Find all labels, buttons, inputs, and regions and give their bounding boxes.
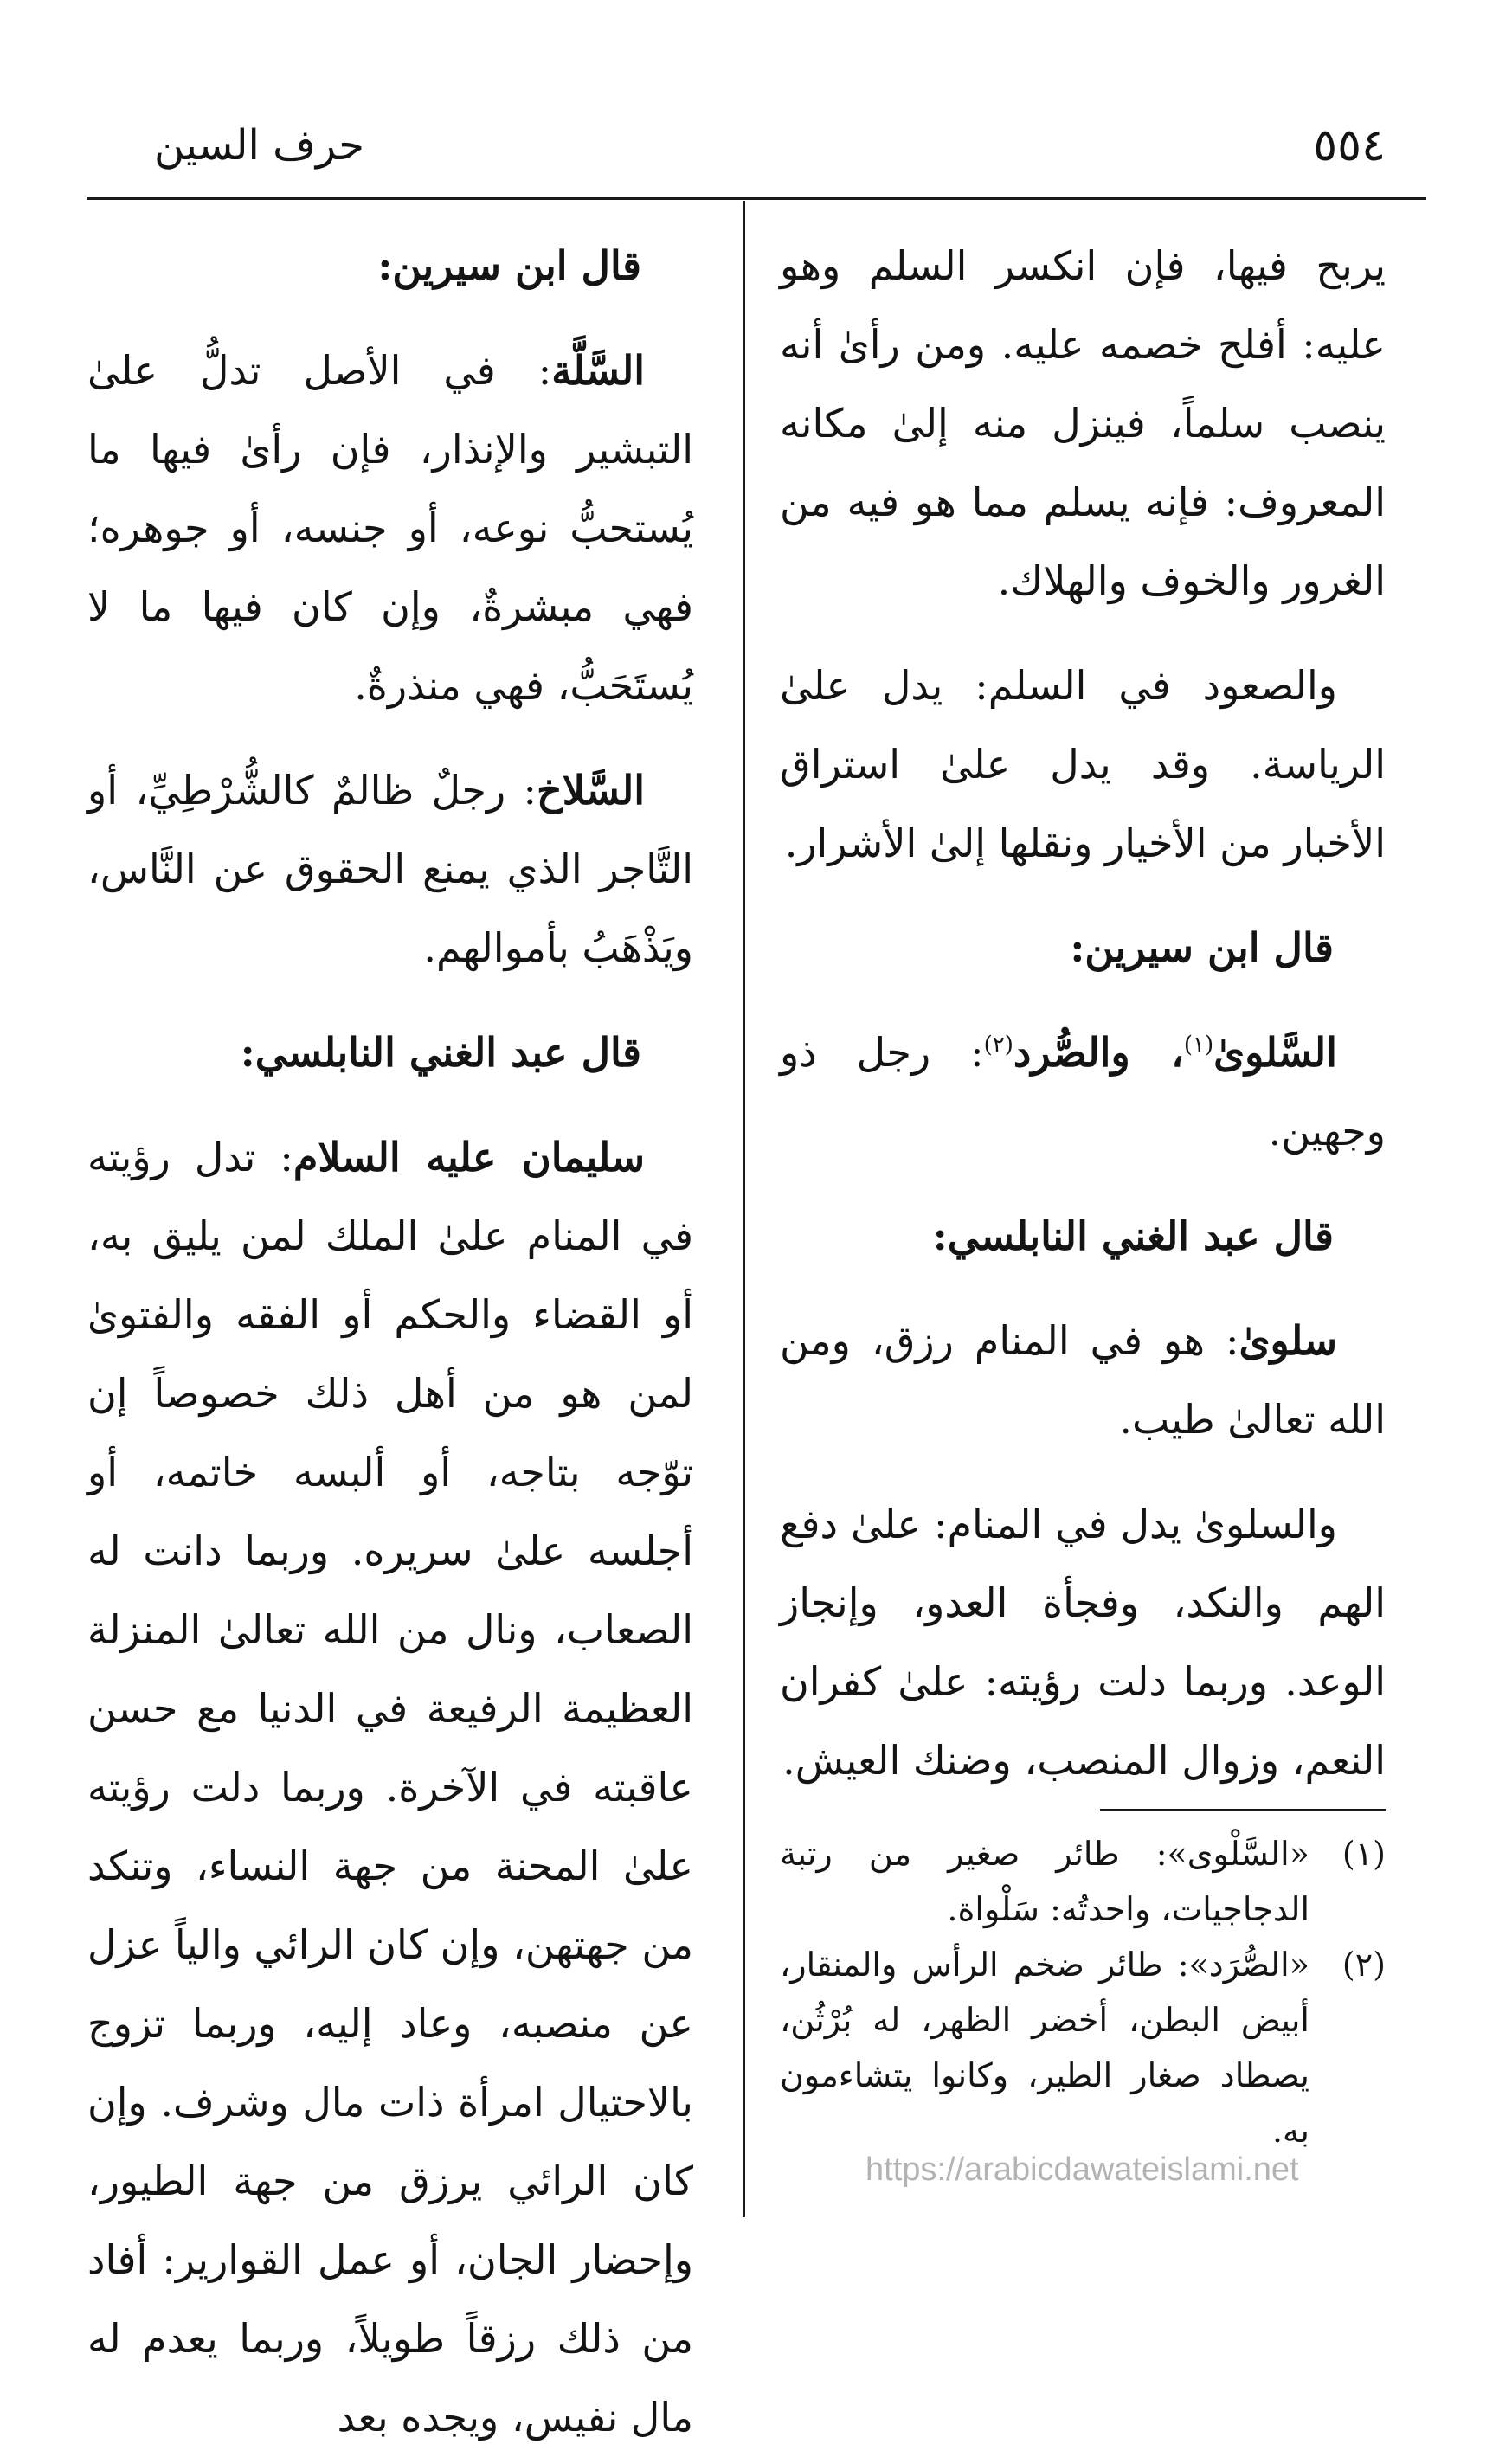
chapter-title: حرف السين bbox=[154, 121, 364, 170]
footnote bbox=[780, 1826, 1386, 1937]
entry-term: سلوىٰ bbox=[1239, 1317, 1337, 1364]
section-heading: قال ابن سيرين: bbox=[1070, 924, 1334, 971]
entry-text: : رجلٌ ظالمٌ كالشُّرْطِيِّ، أو التَّاجر الذي يمنع الحقوق عن النَّاس، ويَذْهَبُ بأموالهم. bbox=[87, 767, 693, 971]
footnote-rule bbox=[1100, 1809, 1386, 1811]
entry-paragraph bbox=[780, 1302, 1386, 1459]
footnote-mark: (١) bbox=[1341, 1835, 1386, 1873]
entry-paragraph bbox=[87, 1118, 693, 2457]
footnote bbox=[780, 1937, 1386, 2158]
entry-text: : تدل رؤيته في المنام علىٰ الملك لمن يليق به، أو القضاء والحكم أو الفقه والفتوىٰ لمن هو من أهل ذلك خصوصاً إن توّجه بتاجه، أو ألبسه خاتمه، أو أجلسه علىٰ سريره. وربما دانت له الصعاب، ونال من الله تعالىٰ المنزلة العظيمة الرفيعة في الدنيا مع حسن عاقبته في الآخرة. وربما دلت رؤيته علىٰ المحنة من جهة النساء، وتنكد من جهتهن، وإن كان الرائي والياً عزل عن منصبه، وعاد إليه، وربما تزوج بالاحتيال امرأة ذات مال وشرف. وإن كان الرائي يرزق من جهة الطيور، وإحضار الجان، أو عمل القوارير: أفاد من ذلك رزقاً طويلاً، وربما يعدم له مال نفيس، ويجده بعد bbox=[87, 1134, 693, 2441]
left-column bbox=[87, 227, 693, 2457]
entry-text: : في الأصل تدلُّ علىٰ التبشير والإنذار، فإن رأىٰ فيها ما يُستحبُّ نوعه، أو جنسه، أو جوهره؛ فهي مبشرةٌ، وإن كان فيها ما لا يُستَحَبُّ، فهي منذرةٌ. bbox=[87, 347, 693, 709]
entry-paragraph bbox=[780, 1013, 1386, 1171]
entry-paragraph bbox=[87, 751, 693, 987]
entry-term: سليمان عليه السلام bbox=[293, 1134, 645, 1180]
footnote-mark: (٢) bbox=[1341, 1946, 1386, 1984]
footnote-text: «الصُّرَد»: طائر ضخم الرأس والمنقار، أبيض البطن، أخضر الظهر، له بُرْثُن، يصطاد صغار الطير، وكانوا يتشاءمون به. bbox=[780, 1946, 1309, 2150]
section-heading: قال ابن سيرين: bbox=[377, 242, 641, 289]
footnotes bbox=[780, 1826, 1386, 2158]
watermark-url: https://arabicdawateislami.net bbox=[865, 2151, 1299, 2188]
header-rule bbox=[87, 197, 1426, 200]
entry-paragraph bbox=[87, 331, 693, 725]
entry-term-separator: ، bbox=[1129, 1029, 1184, 1076]
entry-term: السَّلاخ bbox=[537, 767, 645, 814]
section-heading: قال عبد الغني النابلسي: bbox=[240, 1029, 641, 1076]
column-divider bbox=[743, 201, 745, 2217]
entry-text: : رجل ذو وجهين. bbox=[780, 1029, 1386, 1155]
entry-term: السَّلَّة bbox=[551, 347, 645, 394]
footnote-text: «السَّلْوى»: طائر صغير من رتبة الدجاجيات، واحدتُه: سَلْواة. bbox=[780, 1835, 1309, 1928]
entry-term: والصُّرد bbox=[1013, 1029, 1130, 1076]
paragraph: والصعود في السلم: يدل علىٰ الرياسة. وقد يدل علىٰ استراق الأخبار من الأخيار ونقلها إلىٰ الأشرار. bbox=[780, 662, 1386, 866]
right-column bbox=[780, 227, 1386, 1800]
section-heading: قال عبد الغني النابلسي: bbox=[932, 1212, 1334, 1259]
entry-text: : هو في المنام رزق، ومن الله تعالىٰ طيب. bbox=[780, 1317, 1386, 1443]
page-number: ٥٥٤ bbox=[1313, 119, 1386, 171]
paragraph: والسلوىٰ يدل في المنام: علىٰ دفع الهم والنكد، وفجأة العدو، وإنجاز الوعد. وربما دلت رؤيته: علىٰ كفران النعم، وزوال المنصب، وضنك العيش. bbox=[780, 1501, 1386, 1784]
footnote-ref: (٢) bbox=[983, 1032, 1013, 1058]
entry-term: السَّلوىٰ bbox=[1213, 1029, 1337, 1076]
footnote-ref: (١) bbox=[1183, 1032, 1214, 1058]
paragraph: يربح فيها، فإن انكسر السلم وهو عليه: أفلح خصمه عليه. ومن رأىٰ أنه ينصب سلماً، فينزل منه إلىٰ مكانه المعروف: فإنه يسلم مما هو فيه من الغرور والخوف والهلاك. bbox=[780, 242, 1386, 604]
